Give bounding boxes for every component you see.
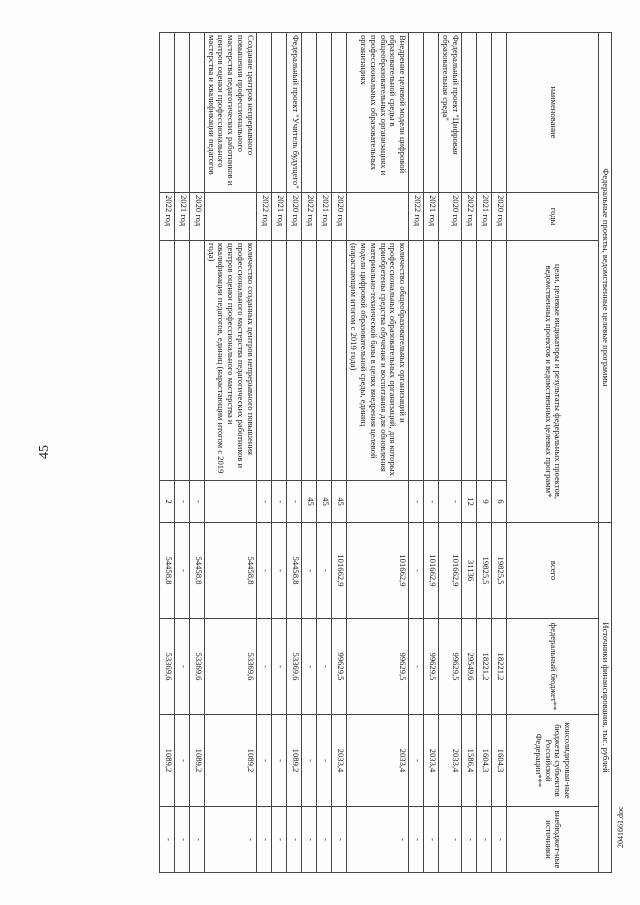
cell-name bbox=[317, 33, 332, 193]
table-row bbox=[477, 33, 492, 873]
cell-value: - bbox=[424, 481, 439, 523]
cell-extra: - bbox=[272, 807, 287, 873]
cell-value: - bbox=[439, 481, 462, 523]
cell-total: 54458,8 bbox=[189, 523, 204, 619]
cell-value bbox=[347, 481, 409, 523]
cell-regional: 1604,3 bbox=[492, 715, 507, 807]
cell-total: - bbox=[272, 523, 287, 619]
cell-total: 54458,8 bbox=[287, 523, 302, 619]
col-header-extra: внебюджет-ные источники bbox=[507, 807, 599, 873]
cell-goal bbox=[189, 241, 204, 481]
cell-extra: - bbox=[257, 807, 272, 873]
cell-federal: 53369,6 bbox=[189, 619, 204, 715]
cell-federal: - bbox=[174, 619, 189, 715]
cell-extra: - bbox=[302, 807, 317, 873]
cell-total: 54458,8 bbox=[159, 523, 174, 619]
cell-total: 101662,9 bbox=[332, 523, 347, 619]
page-number: 45 bbox=[37, 445, 52, 459]
cell-extra: - bbox=[492, 807, 507, 873]
cell-name bbox=[477, 33, 492, 193]
table-row bbox=[347, 33, 409, 873]
table-row bbox=[257, 33, 272, 873]
cell-value: - bbox=[409, 481, 424, 523]
cell-year: 2020 год bbox=[189, 193, 204, 241]
cell-regional: 1089,2 bbox=[159, 715, 174, 807]
cell-extra: - bbox=[287, 807, 302, 873]
cell-goal bbox=[317, 241, 332, 481]
table-row bbox=[462, 33, 477, 873]
cell-federal: 99629,5 bbox=[439, 619, 462, 715]
cell-federal: - bbox=[257, 619, 272, 715]
cell-regional: - bbox=[302, 715, 317, 807]
cell-name: Внедрение целевой модели цифровой образовательной среды в общеобразовательных организациях и профессиональных образовательных организациях bbox=[347, 33, 409, 193]
cell-regional: 1089,2 bbox=[189, 715, 204, 807]
footer-filename: 2041661.doc bbox=[616, 806, 625, 848]
table-row bbox=[439, 33, 462, 873]
cell-year: 2020 год bbox=[332, 193, 347, 241]
cell-value: - bbox=[272, 481, 287, 523]
col-header-regional: консолидирован-ные бюджеты субъектов Российской Федерации*** bbox=[507, 715, 599, 807]
cell-goal bbox=[159, 241, 174, 481]
cell-federal: 53369,6 bbox=[204, 619, 256, 715]
cell-name bbox=[272, 33, 287, 193]
table-row bbox=[159, 33, 174, 873]
cell-federal: - bbox=[272, 619, 287, 715]
cell-extra: - bbox=[204, 807, 256, 873]
cell-name bbox=[424, 33, 439, 193]
cell-year: 2022 год bbox=[257, 193, 272, 241]
cell-federal: - bbox=[409, 619, 424, 715]
table-row bbox=[409, 33, 424, 873]
cell-goal bbox=[332, 241, 347, 481]
cell-extra: - bbox=[477, 807, 492, 873]
cell-value: 6 bbox=[492, 481, 507, 523]
cell-federal: - bbox=[302, 619, 317, 715]
cell-regional: - bbox=[409, 715, 424, 807]
cell-total: - bbox=[409, 523, 424, 619]
cell-goal bbox=[462, 241, 477, 481]
cell-regional: 2033,4 bbox=[439, 715, 462, 807]
cell-year: 2021 год bbox=[477, 193, 492, 241]
cell-name bbox=[409, 33, 424, 193]
cell-goal bbox=[272, 241, 287, 481]
col-header-total: всего bbox=[507, 523, 599, 619]
cell-value: - bbox=[189, 481, 204, 523]
cell-year: 2022 год bbox=[462, 193, 477, 241]
cell-name bbox=[174, 33, 189, 193]
cell-goal bbox=[492, 241, 507, 481]
cell-federal: 99629,5 bbox=[347, 619, 409, 715]
cell-regional: 1586,4 bbox=[462, 715, 477, 807]
cell-federal: 99629,5 bbox=[332, 619, 347, 715]
cell-name bbox=[257, 33, 272, 193]
cell-year: 2021 год bbox=[272, 193, 287, 241]
cell-value: 2 bbox=[159, 481, 174, 523]
cell-total: 19825,5 bbox=[477, 523, 492, 619]
table-body bbox=[159, 33, 506, 873]
col-header-goals: цели, целевые индикаторы и результаты федеральных проектов, ведомственных проектов и ведомственных целевых программ* bbox=[507, 241, 599, 523]
cell-regional: - bbox=[257, 715, 272, 807]
cell-name bbox=[492, 33, 507, 193]
cell-regional: - bbox=[272, 715, 287, 807]
cell-goal: количество созданных центров непрерывного повышения профессионального мастерства педагогических работников и центров оценки профессионального мастерства и квалификации педагогов, единиц (нарастающим итогом с 2019 года) bbox=[204, 241, 256, 481]
cell-regional: 2033,4 bbox=[332, 715, 347, 807]
cell-extra: - bbox=[439, 807, 462, 873]
cell-extra: - bbox=[347, 807, 409, 873]
cell-total: 31136 bbox=[462, 523, 477, 619]
cell-year: 2022 год bbox=[159, 193, 174, 241]
rotated-table-container bbox=[37, 32, 612, 872]
table-row bbox=[189, 33, 204, 873]
cell-total: 19825,5 bbox=[492, 523, 507, 619]
cell-year: 2020 год bbox=[439, 193, 462, 241]
cell-total: 101662,9 bbox=[424, 523, 439, 619]
table-row bbox=[317, 33, 332, 873]
cell-value: 45 bbox=[302, 481, 317, 523]
cell-regional: 2033,4 bbox=[424, 715, 439, 807]
cell-regional: 1604,3 bbox=[477, 715, 492, 807]
cell-extra: - bbox=[332, 807, 347, 873]
cell-name bbox=[462, 33, 477, 193]
cell-year: 2022 год bbox=[302, 193, 317, 241]
cell-value: - bbox=[257, 481, 272, 523]
cell-goal bbox=[257, 241, 272, 481]
cell-year bbox=[347, 193, 409, 241]
cell-year: 2021 год bbox=[424, 193, 439, 241]
cell-extra: - bbox=[424, 807, 439, 873]
cell-year: 2022 год bbox=[409, 193, 424, 241]
cell-federal: 53369,6 bbox=[287, 619, 302, 715]
cell-year: 2021 год bbox=[317, 193, 332, 241]
cell-value: - bbox=[287, 481, 302, 523]
cell-year: 2020 год bbox=[287, 193, 302, 241]
cell-goal bbox=[174, 241, 189, 481]
col-header-name: наименование bbox=[507, 33, 599, 193]
cell-extra: - bbox=[174, 807, 189, 873]
cell-total: - bbox=[302, 523, 317, 619]
funding-title: Источники финансирования, тыс. рублей bbox=[599, 523, 612, 873]
cell-value: - bbox=[174, 481, 189, 523]
table-row bbox=[272, 33, 287, 873]
cell-name: Федеральный проект "Учитель будущего" bbox=[287, 33, 302, 193]
cell-goal bbox=[477, 241, 492, 481]
cell-year: 2021 год bbox=[174, 193, 189, 241]
cell-federal: 29549,6 bbox=[462, 619, 477, 715]
cell-goal bbox=[302, 241, 317, 481]
cell-goal bbox=[287, 241, 302, 481]
cell-name bbox=[332, 33, 347, 193]
table-row bbox=[174, 33, 189, 873]
cell-name bbox=[189, 33, 204, 193]
cell-goal bbox=[409, 241, 424, 481]
cell-value: 45 bbox=[317, 481, 332, 523]
cell-total: 101662,9 bbox=[439, 523, 462, 619]
cell-year: 2020 год bbox=[492, 193, 507, 241]
cell-regional: - bbox=[317, 715, 332, 807]
table-row bbox=[424, 33, 439, 873]
cell-value: 9 bbox=[477, 481, 492, 523]
table-row bbox=[302, 33, 317, 873]
cell-goal bbox=[424, 241, 439, 481]
cell-name bbox=[159, 33, 174, 193]
cell-extra: - bbox=[409, 807, 424, 873]
table-row bbox=[204, 33, 256, 873]
cell-total: 54458,8 bbox=[204, 523, 256, 619]
cell-total: - bbox=[257, 523, 272, 619]
cell-value: 12 bbox=[462, 481, 477, 523]
cell-federal: 99629,5 bbox=[424, 619, 439, 715]
table-row bbox=[332, 33, 347, 873]
cell-extra: - bbox=[159, 807, 174, 873]
cell-value: 45 bbox=[332, 481, 347, 523]
cell-goal bbox=[439, 241, 462, 481]
cell-federal: 53369,6 bbox=[159, 619, 174, 715]
cell-extra: - bbox=[462, 807, 477, 873]
cell-federal: - bbox=[317, 619, 332, 715]
group-title: Федеральные проекты, ведомственные целевые программы bbox=[599, 33, 612, 523]
table-row bbox=[492, 33, 507, 873]
cell-name: Создание центров непрерывного повышения профессионального мастерства педагогических работников и центров оценки профессионального мастерства и квалификации педагогов bbox=[204, 33, 256, 193]
cell-name bbox=[302, 33, 317, 193]
cell-federal: 18221,2 bbox=[477, 619, 492, 715]
col-header-federal: федеральный бюджет** bbox=[507, 619, 599, 715]
program-table bbox=[159, 32, 612, 873]
cell-total: 101662,9 bbox=[347, 523, 409, 619]
cell-total: - bbox=[317, 523, 332, 619]
cell-extra: - bbox=[317, 807, 332, 873]
col-header-years: годы bbox=[507, 193, 599, 241]
cell-total: - bbox=[174, 523, 189, 619]
cell-year bbox=[204, 193, 256, 241]
table-row bbox=[287, 33, 302, 873]
cell-goal: количество общеобразовательных организаций и профессиональных образовательных организаций, для которых приобретены средства обучения и воспитания для обновления материально-технической базы в целях внедрения целевой модели цифровой образовательной среды, единиц (нарастающим итогом с 2019 года) bbox=[347, 241, 409, 481]
cell-name: Федеральный проект "Цифровая образовательная среда" bbox=[439, 33, 462, 193]
cell-regional: 1089,2 bbox=[287, 715, 302, 807]
cell-regional: - bbox=[174, 715, 189, 807]
cell-regional: 1089,2 bbox=[204, 715, 256, 807]
cell-value bbox=[204, 481, 256, 523]
cell-regional: 2033,4 bbox=[347, 715, 409, 807]
cell-federal: 18221,2 bbox=[492, 619, 507, 715]
cell-extra: - bbox=[189, 807, 204, 873]
